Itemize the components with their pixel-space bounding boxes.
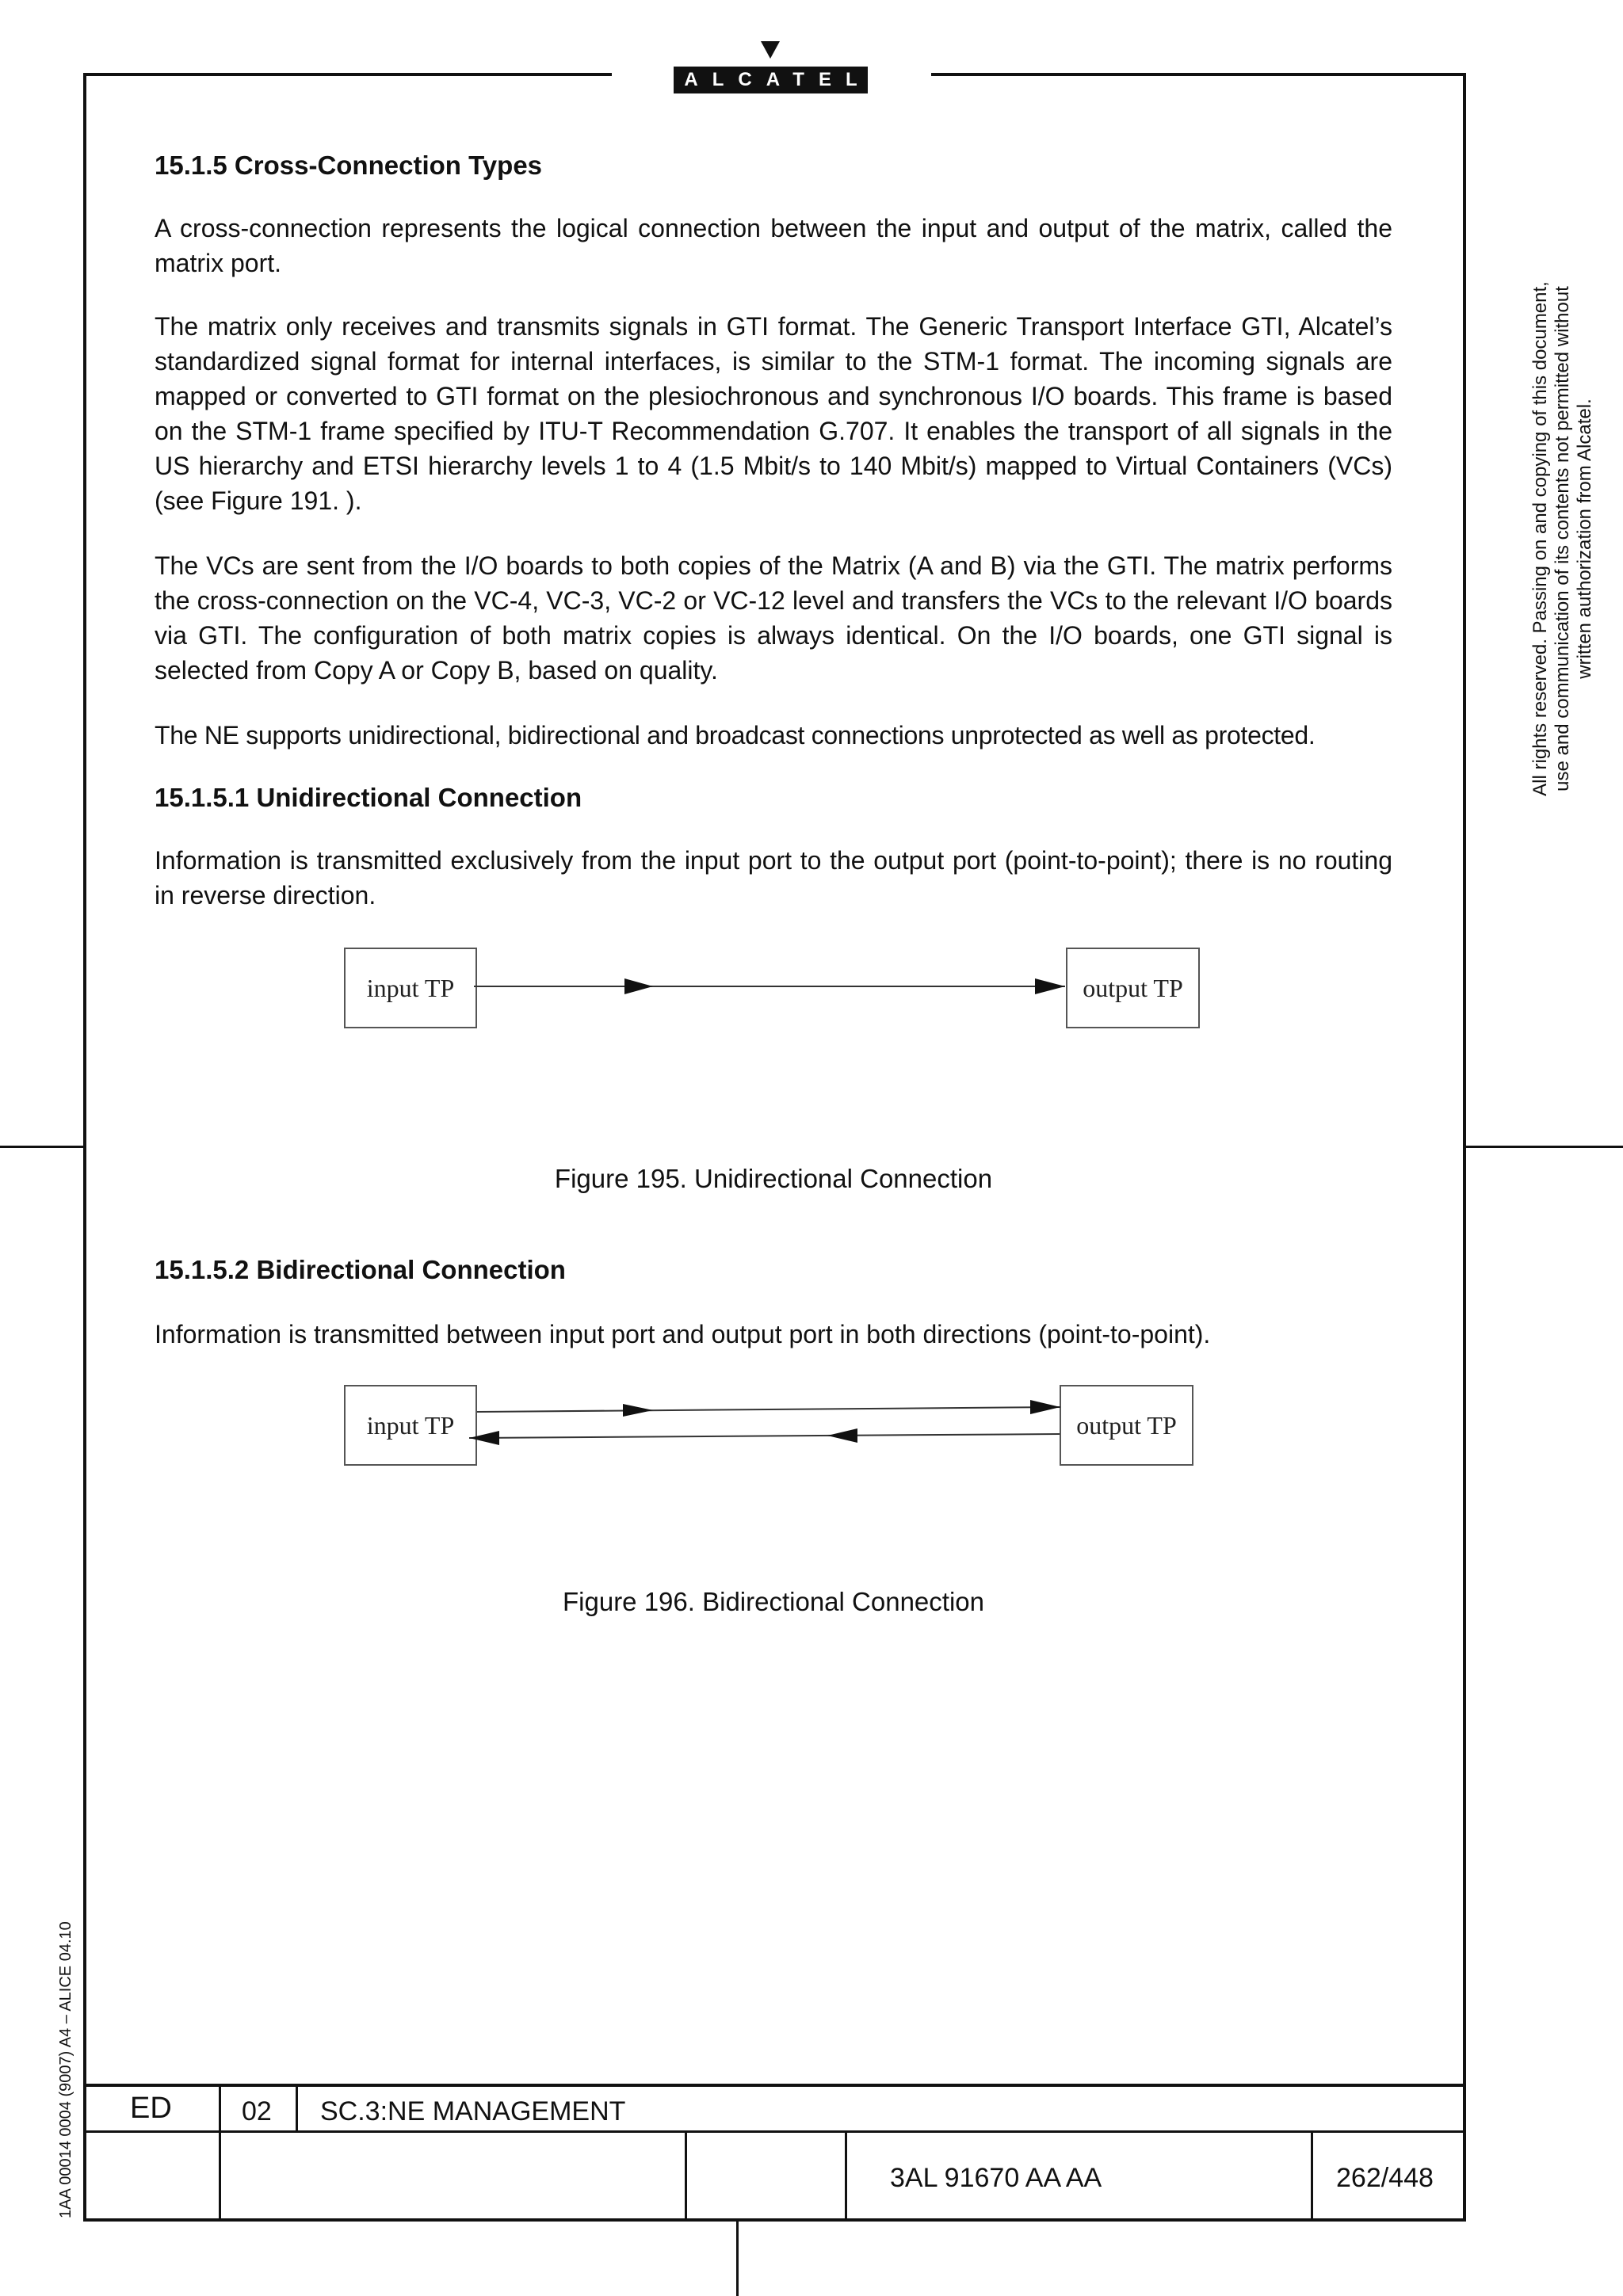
frame-top-right bbox=[931, 73, 1466, 76]
subsection-heading: 15.1.5.1 Unidirectional Connection bbox=[155, 783, 582, 812]
frame-top-left bbox=[83, 73, 612, 76]
paragraph: A cross-connection represents the logical connection between the input and output of the matrix, called the matrix port. bbox=[155, 214, 1392, 277]
section-heading: 15.1.5 Cross-Connection Types bbox=[155, 151, 543, 180]
figure-caption: Figure 196. Bidirectional Connection bbox=[563, 1587, 984, 1616]
subsection-heading: 15.1.5.2 Bidirectional Connection bbox=[155, 1255, 566, 1284]
frame-left bbox=[83, 73, 86, 2222]
output-tp-box: output TP bbox=[1066, 948, 1200, 1028]
paragraph: The VCs are sent from the I/O boards to both copies of the Matrix (A and B) via the GTI. The matrix performs the cross-connection on the VC-4, VC-3, VC-2 or VC-12 level and transfers the VCs to the relevant I/O boards via GTI. The configuration of both matrix copies is always identical. On the I/O boards, one GTI signal is selected from Copy A or Copy B, based on quality. bbox=[155, 551, 1392, 685]
document-code: 3AL 91670 AA AA bbox=[890, 2163, 1102, 2193]
paragraph: The matrix only receives and transmits signals in GTI format. The Generic Transport Interface GTI, Alcatel’s standardized signal format for internal interfaces, is similar to the STM-1 format. The incoming signals are mapped or converted to GTI format on the plesiochronous and synchronous I/O boards. This frame is based on the STM-1 frame specified by ITU-T Recommendation G.707. It enables the transport of all signals in the US hierarchy and ETSI hierarchy levels 1 to 4 (1.5 Mbit/s to 140 Mbit/s) mapped to Virtual Containers (VCs) (see Figure 191. ). bbox=[155, 312, 1392, 515]
logo-triangle-icon bbox=[761, 41, 780, 59]
form-code: 1AA 00014 0004 (9007) A4 – ALICE 04.10 bbox=[57, 1921, 74, 2218]
ed-label: ED bbox=[130, 2092, 172, 2125]
figure-caption: Figure 195. Unidirectional Connection bbox=[554, 1164, 993, 1193]
alcatel-logo: ALCATEL bbox=[674, 67, 868, 93]
unidirectional-arrow bbox=[474, 971, 1067, 1002]
bidirectional-arrows bbox=[468, 1396, 1062, 1448]
paragraph: Information is transmitted exclusively from the input port to the output port (point-to-point); there is no routing in reverse direction. bbox=[155, 846, 1392, 910]
paragraph: Information is transmitted between input port and output port in both directions (point-to-point). bbox=[155, 1320, 1211, 1348]
page-number: 262/448 bbox=[1336, 2163, 1434, 2193]
fold-mark-left bbox=[0, 1146, 83, 1148]
copyright-notice: All rights reserved. Passing on and copying of this document, use and communication of its contents not permitted without written authorization from Alcatel. bbox=[1529, 281, 1595, 796]
edition-number: 02 bbox=[242, 2096, 272, 2126]
input-tp-box: input TP bbox=[344, 1385, 477, 1466]
paragraph: The NE supports unidirectional, bidirectional and broadcast connections unprotected as well as protected. bbox=[155, 721, 1316, 749]
bottom-tick bbox=[736, 2222, 739, 2296]
section-name: SC.3:NE MANAGEMENT bbox=[320, 2096, 626, 2126]
input-tp-box: input TP bbox=[344, 948, 477, 1028]
output-tp-box: output TP bbox=[1060, 1385, 1193, 1466]
fold-mark-right bbox=[1466, 1146, 1623, 1148]
